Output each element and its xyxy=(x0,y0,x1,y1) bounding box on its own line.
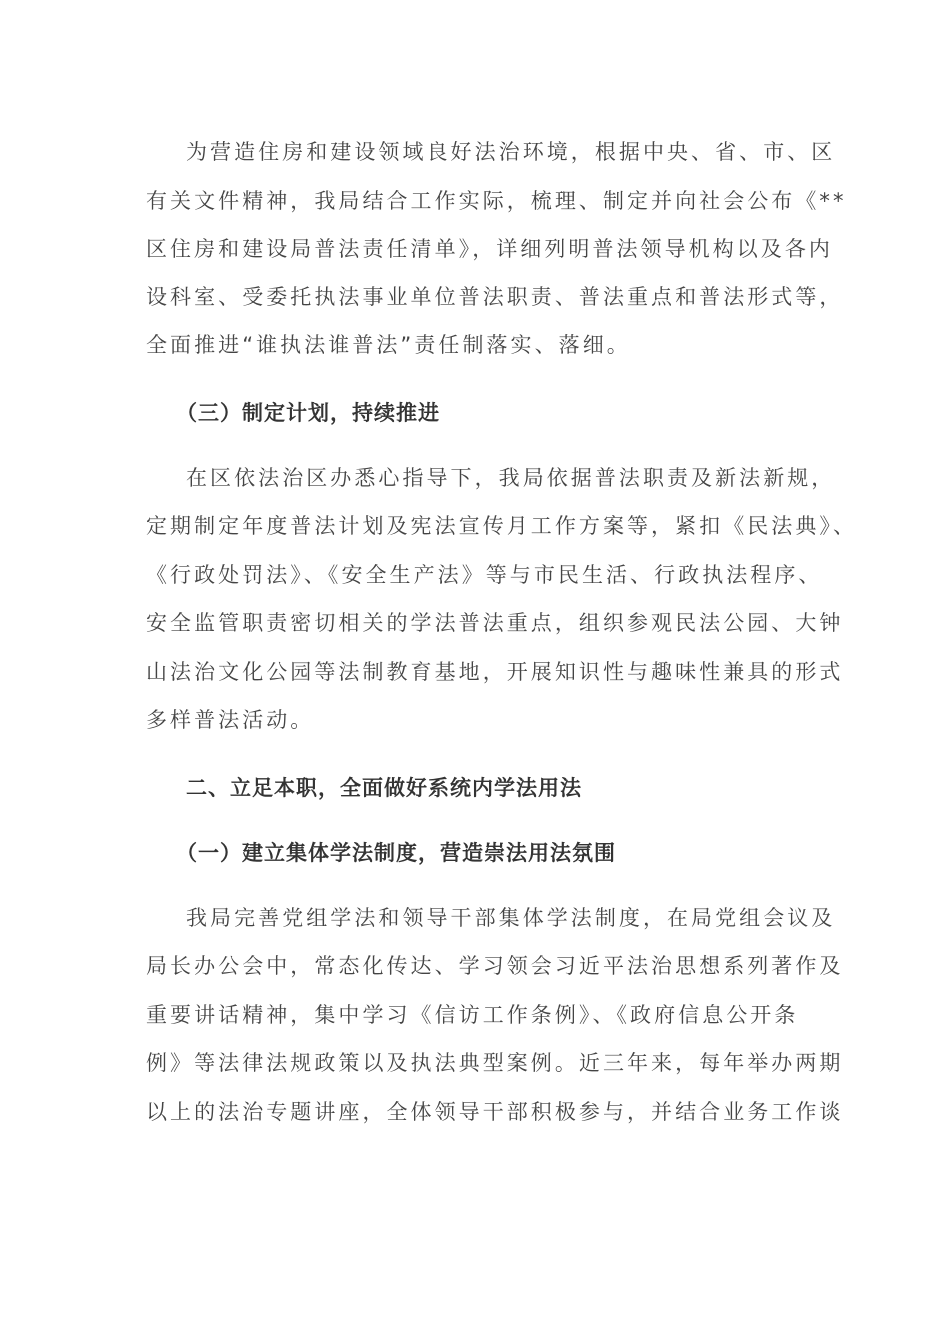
paragraph-2-line-1: 在区依法治区办悉心指导下，我局依据普法职责及新法新规， xyxy=(186,466,836,490)
paragraph-2-line-3: 《行政处罚法》、《安全生产法》等与市民生活、行政执法程序、 xyxy=(146,563,823,587)
paragraph-2-line-4: 安全监管职责密切相关的学法普法重点，组织参观民法公园、大钟 xyxy=(146,611,844,635)
paragraph-1-line-5: 全面推进“谁执法谁普法”责任制落实、落细。 xyxy=(146,333,631,357)
paragraph-3-line-5: 以上的法治专题讲座，全体领导干部积极参与，并结合业务工作谈 xyxy=(146,1100,844,1124)
paragraph-2-line-2: 定期制定年度普法计划及宪法宣传月工作方案等，紧扣《民法典》、 xyxy=(146,514,857,538)
paragraph-3-line-1: 我局完善党组学法和领导干部集体学法制度，在局党组会议及 xyxy=(186,906,836,930)
section-heading-3-plan: （三）制定计划，持续推进 xyxy=(176,401,440,425)
paragraph-1-line-1: 为营造住房和建设领域良好法治环境，根据中央、省、市、区 xyxy=(186,140,836,164)
section-heading-2: 二、立足本职，全面做好系统内学法用法 xyxy=(186,776,582,800)
paragraph-2-line-6: 多样普法活动。 xyxy=(146,708,315,732)
paragraph-1-line-2: 有关文件精神，我局结合工作实际，梳理、制定并向社会公布《** xyxy=(146,189,847,213)
paragraph-3-line-4: 例》等法律法规政策以及执法典型案例。近三年来，每年举办两期 xyxy=(146,1051,844,1075)
section-heading-2-1: （一）建立集体学法制度，营造崇法用法氛围 xyxy=(176,841,616,865)
paragraph-1-line-3: 区住房和建设局普法责任清单》，详细列明普法领导机构以及各内 xyxy=(146,237,833,261)
paragraph-3-line-2: 局长办公会中，常态化传达、学习领会习近平法治思想系列著作及 xyxy=(146,954,844,978)
paragraph-2-line-5: 山法治文化公园等法制教育基地，开展知识性与趣味性兼具的形式 xyxy=(146,660,844,684)
paragraph-1-line-4: 设科室、受委托执法事业单位普法职责、普法重点和普法形式等， xyxy=(146,285,844,309)
paragraph-3-line-3: 重要讲话精神，集中学习《信访工作条例》、《政府信息公开条 xyxy=(146,1003,799,1027)
